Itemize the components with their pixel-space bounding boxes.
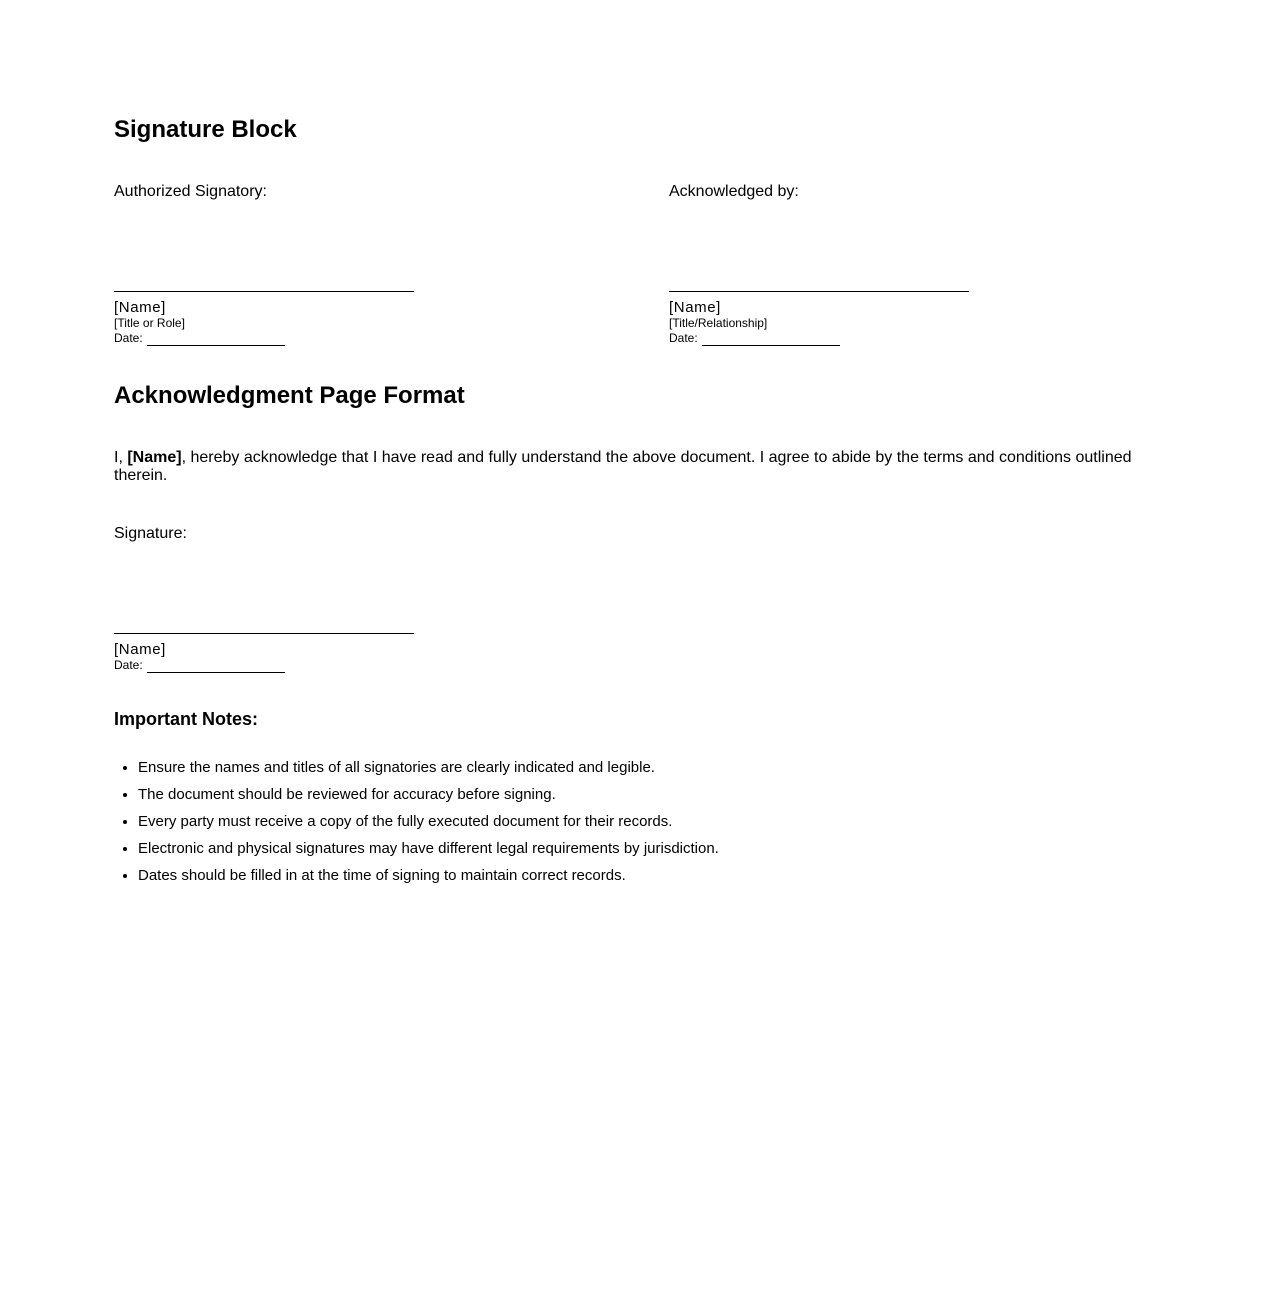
signature-line — [669, 291, 969, 292]
important-notes-list — [114, 759, 719, 894]
authorized-signatory-block — [114, 183, 434, 345]
acknowledgment-name: [Name] — [114, 641, 166, 658]
acknowledger-relationship: [Title/Relationship] — [669, 316, 768, 330]
signatory-name: [Name] — [114, 299, 166, 316]
signature-block-heading: Signature Block — [114, 116, 297, 143]
date-label: Date: — [669, 331, 698, 345]
date-blank-line — [147, 660, 285, 673]
para-suffix: , hereby acknowledge that I have read and fully understand the above document. I agree to abide by the terms and conditions outlined therein. — [114, 449, 1132, 484]
acknowledged-by-block — [669, 183, 989, 345]
para-prefix: I, — [114, 449, 128, 466]
list-item: • Ensure the names and titles of all signatories are clearly indicated and legible. — [138, 759, 719, 777]
signature-label: Signature: — [114, 525, 187, 542]
acknowledged-by-label: Acknowledged by: — [669, 183, 799, 200]
acknowledgment-signature-block — [114, 525, 434, 672]
acknowledger-date — [669, 331, 840, 346]
list-item: • Electronic and physical signatures may have different legal requirements by jurisdiction. — [138, 840, 719, 858]
date-label: Date: — [114, 658, 143, 672]
signatory-role: [Title or Role] — [114, 316, 185, 330]
acknowledgment-date — [114, 658, 285, 673]
date-blank-line — [702, 333, 840, 346]
list-item: • The document should be reviewed for accuracy before signing. — [138, 786, 719, 804]
list-item: • Dates should be filled in at the time of signing to maintain correct records. — [138, 867, 719, 885]
para-name-placeholder: [Name] — [127, 449, 182, 466]
list-item: • Every party must receive a copy of the fully executed document for their records. — [138, 813, 719, 831]
acknowledgment-heading: Acknowledgment Page Format — [114, 382, 465, 409]
date-blank-line — [147, 333, 285, 346]
signature-line — [114, 633, 414, 634]
authorized-signatory-label: Authorized Signatory: — [114, 183, 267, 200]
date-label: Date: — [114, 331, 143, 345]
signatory-date — [114, 331, 285, 346]
important-notes-heading: Important Notes: — [114, 709, 258, 729]
acknowledger-name: [Name] — [669, 299, 721, 316]
signature-line — [114, 291, 414, 292]
acknowledgment-paragraph — [114, 449, 1144, 485]
